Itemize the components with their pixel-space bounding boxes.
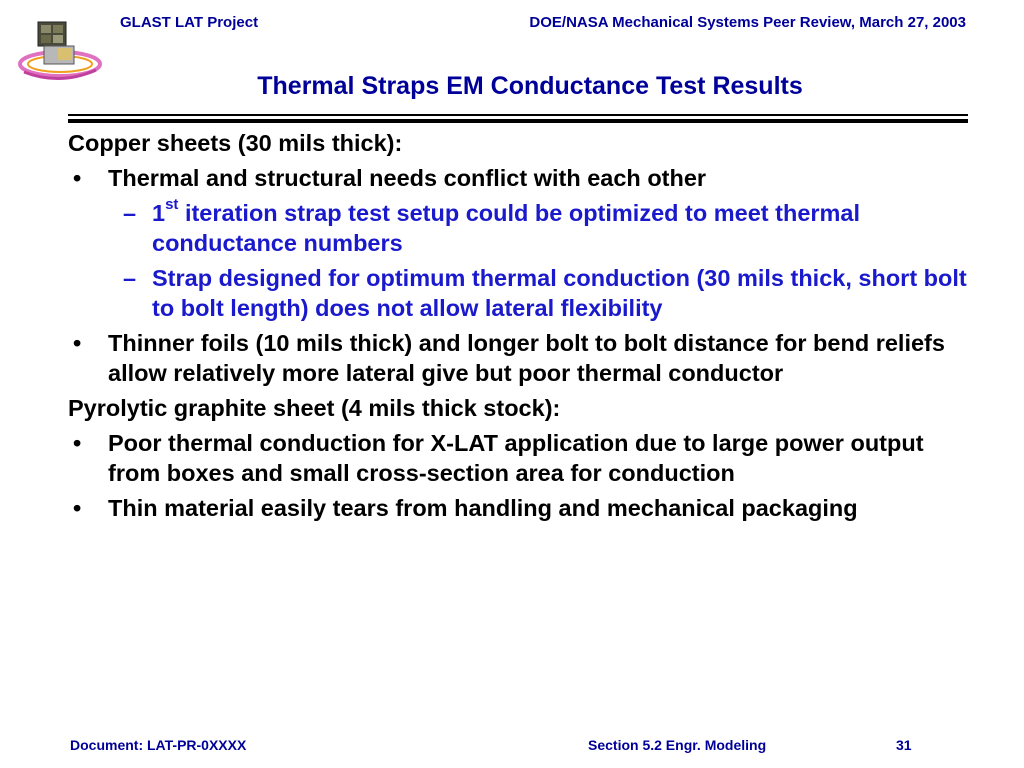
sub-bullet-ordinal: 1 (152, 200, 166, 226)
sub-bullet-text: iteration strap test setup could be optimized to meet thermal conductance numbers (152, 200, 861, 256)
bullet-text: Thin material easily tears from handling and mechanical packaging (108, 495, 858, 521)
project-name: GLAST LAT Project (120, 14, 259, 31)
bullet-marker: • (73, 495, 82, 521)
title-rule-thick (68, 119, 968, 123)
review-title: DOE/NASA Mechanical Systems Peer Review, March 27, 2003 (529, 14, 966, 31)
bullet-item (68, 428, 968, 488)
sub-bullet-item (68, 198, 968, 258)
dash-marker: – (123, 265, 137, 291)
copper-heading: Copper sheets (30 mils thick): (68, 130, 403, 156)
footer-page-number: 31 (896, 737, 912, 753)
bullet-item (68, 493, 968, 523)
bullet-marker: • (73, 165, 82, 191)
bullet-marker: • (73, 330, 82, 356)
sub-bullet-item (68, 263, 968, 323)
slide-content (68, 126, 968, 528)
title-rule-thin (68, 114, 968, 116)
bullet-item (68, 163, 968, 193)
slide-title: Thermal Straps EM Conductance Test Results (257, 72, 803, 100)
bullet-marker: • (73, 430, 82, 456)
bullet-text: Thermal and structural needs conflict with each other (108, 165, 707, 191)
bullet-item (68, 328, 968, 388)
dash-marker: – (123, 200, 137, 226)
sub-bullet-text: Strap designed for optimum thermal conduction (30 mils thick, short bolt to bolt length) does not allow lateral flexibility (152, 265, 967, 321)
ordinal-superscript: st (165, 196, 179, 214)
footer-section: Section 5.2 Engr. Modeling (588, 737, 767, 753)
footer-document-id: Document: LAT-PR-0XXXX (70, 737, 247, 753)
bullet-text: Poor thermal conduction for X-LAT application due to large power output from boxes and small cross-section area for conduction (108, 430, 924, 486)
bullet-text: Thinner foils (10 mils thick) and longer bolt to bolt distance for bend reliefs allow relatively more lateral give but poor thermal conductor (108, 330, 945, 386)
graphite-heading: Pyrolytic graphite sheet (4 mils thick stock): (68, 395, 561, 421)
